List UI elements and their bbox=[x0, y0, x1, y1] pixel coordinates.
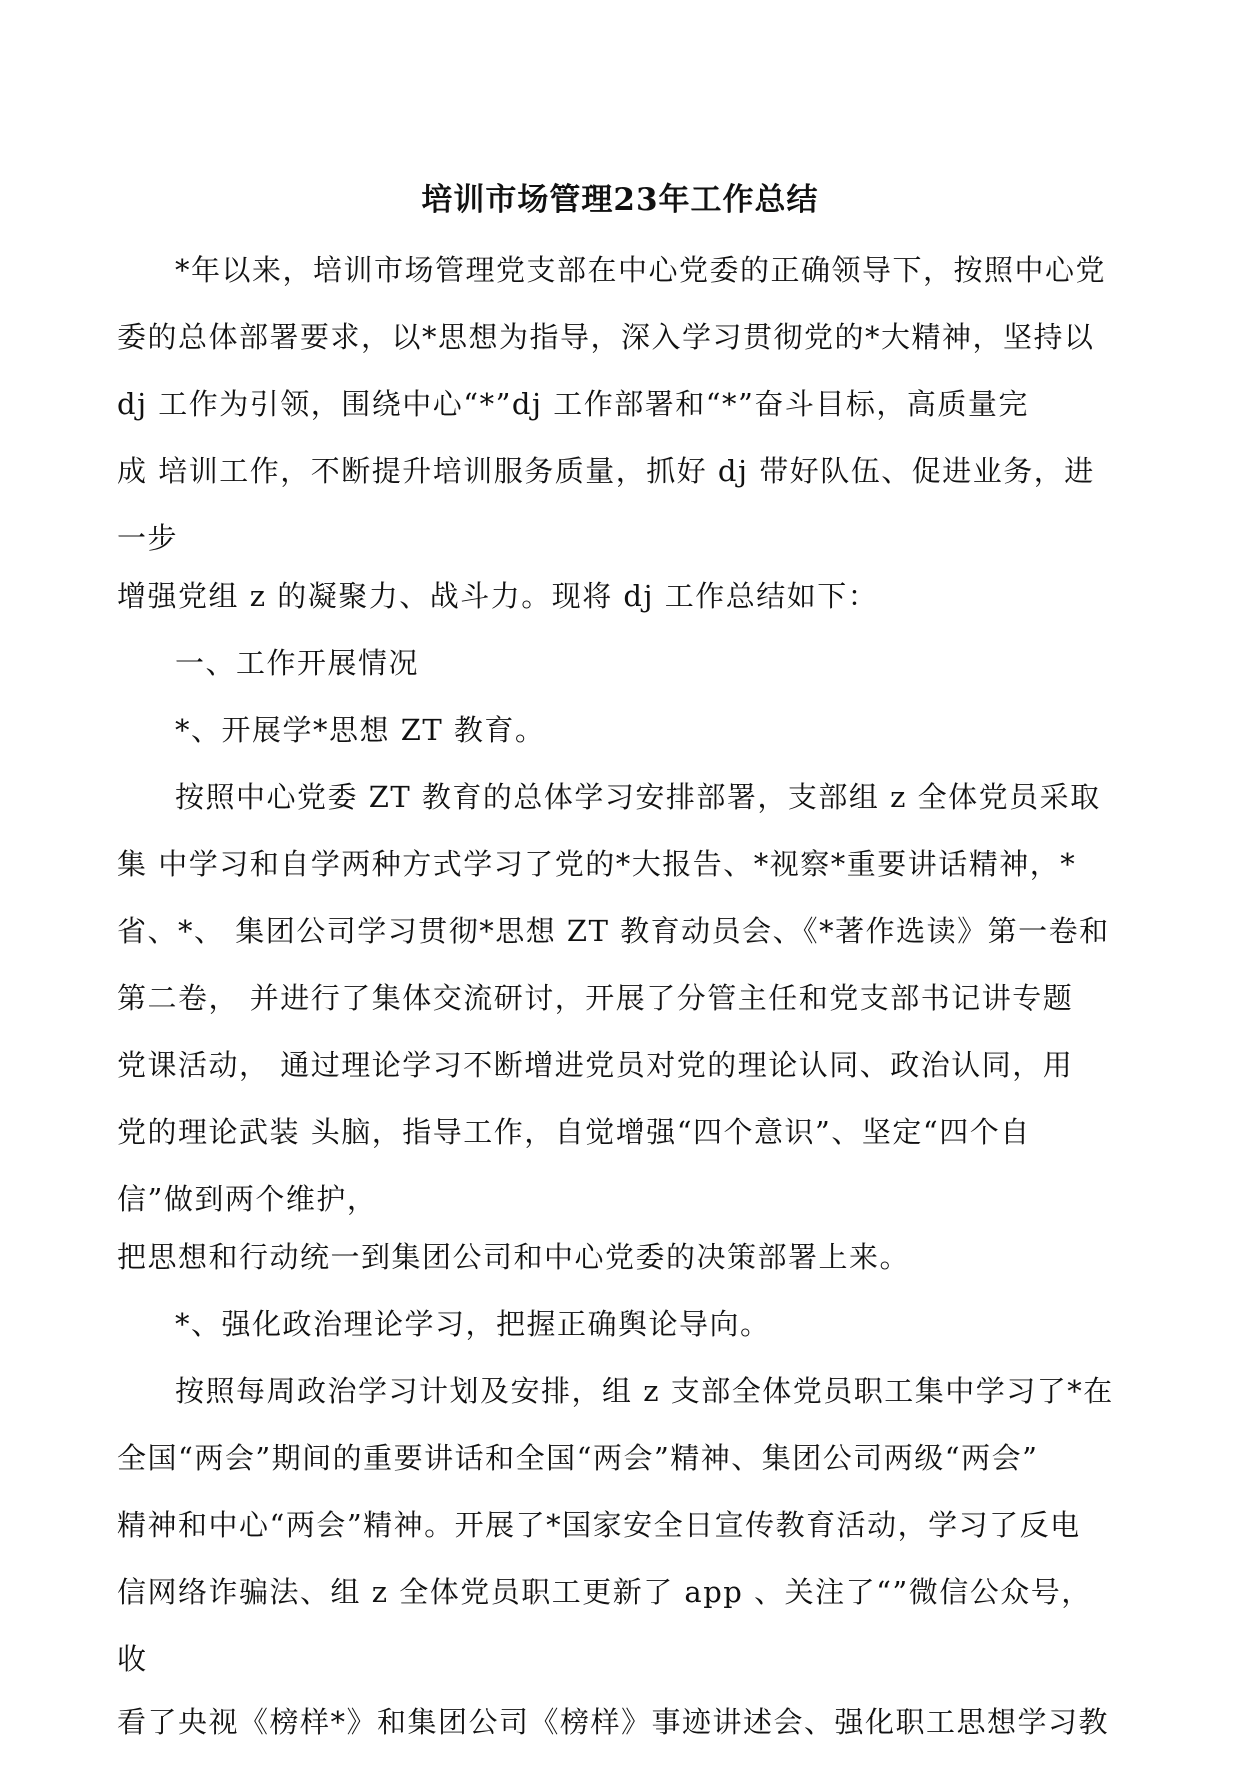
paragraph-line: 收 bbox=[117, 1642, 148, 1676]
paragraph-line: 按照每周政治学习计划及安排，组 z 支部全体党员职工集中学习了*在 bbox=[175, 1374, 1114, 1408]
paragraph-line: 全国“两会”期间的重要讲话和全国“两会”精神、集团公司两级“两会” bbox=[117, 1441, 1039, 1475]
document-body bbox=[117, 252, 1127, 1771]
paragraph-line: 党的理论武装 头脑，指导工作，自觉增强“四个意识”、坚定“四个自 bbox=[117, 1115, 1031, 1149]
subsection-heading: *、开展学*思想 ZT 教育。 bbox=[175, 713, 546, 747]
paragraph-line: 第二卷， 并进行了集体交流研讨，开展了分管主任和党支部书记讲专题 bbox=[117, 981, 1074, 1015]
paragraph-line: 省、*、 集团公司学习贯彻*思想 ZT 教育动员会、《*著作选读》第一卷和 bbox=[117, 914, 1110, 948]
paragraph-line: dj 工作为引领，围绕中心“*”dj 工作部署和“*”奋斗目标，高质量完 bbox=[117, 387, 1029, 421]
paragraph-line: 按照中心党委 ZT 教育的总体学习安排部署，支部组 z 全体党员采取 bbox=[175, 780, 1101, 814]
document-title: 培训市场管理23年工作总结 bbox=[421, 182, 819, 218]
paragraph-line: 信网络诈骗法、组 z 全体党员职工更新了 app 、关注了“”微信公众号， bbox=[117, 1575, 1092, 1609]
paragraph-line: 把思想和行动统一到集团公司和中心党委的决策部署上来。 bbox=[117, 1240, 911, 1274]
paragraph-line: 委的总体部署要求，以*思想为指导，深入学习贯彻党的*大精神，坚持以 bbox=[117, 320, 1095, 354]
paragraph-line: 党课活动， 通过理论学习不断增进党员对党的理论认同、政治认同，用 bbox=[117, 1048, 1074, 1082]
paragraph-line: 成 培训工作，不断提升培训服务质量，抓好 dj 带好队伍、促进业务，进 bbox=[117, 454, 1095, 488]
paragraph-line: 一步 bbox=[117, 521, 179, 555]
paragraph-line: *年以来，培训市场管理党支部在中心党委的正确领导下，按照中心党 bbox=[175, 253, 1107, 287]
section-heading: 一、工作开展情况 bbox=[175, 646, 420, 680]
paragraph-line: 集 中学习和自学两种方式学习了党的*大报告、*视察*重要讲话精神，* bbox=[117, 847, 1077, 881]
subsection-heading: *、强化政治理论学习，把握正确舆论导向。 bbox=[175, 1307, 771, 1341]
paragraph-line: 增强党组 z 的凝聚力、战斗力。现将 dj 工作总结如下： bbox=[117, 579, 879, 613]
paragraph-line: 看了央视《榜样*》和集团公司《榜样》事迹讲述会、强化职工思想学习教 bbox=[117, 1705, 1110, 1739]
paragraph-line: 信”做到两个维护， bbox=[117, 1182, 378, 1216]
paragraph-line: 精神和中心“两会”精神。开展了*国家安全日宣传教育活动，学习了反电 bbox=[117, 1508, 1081, 1542]
